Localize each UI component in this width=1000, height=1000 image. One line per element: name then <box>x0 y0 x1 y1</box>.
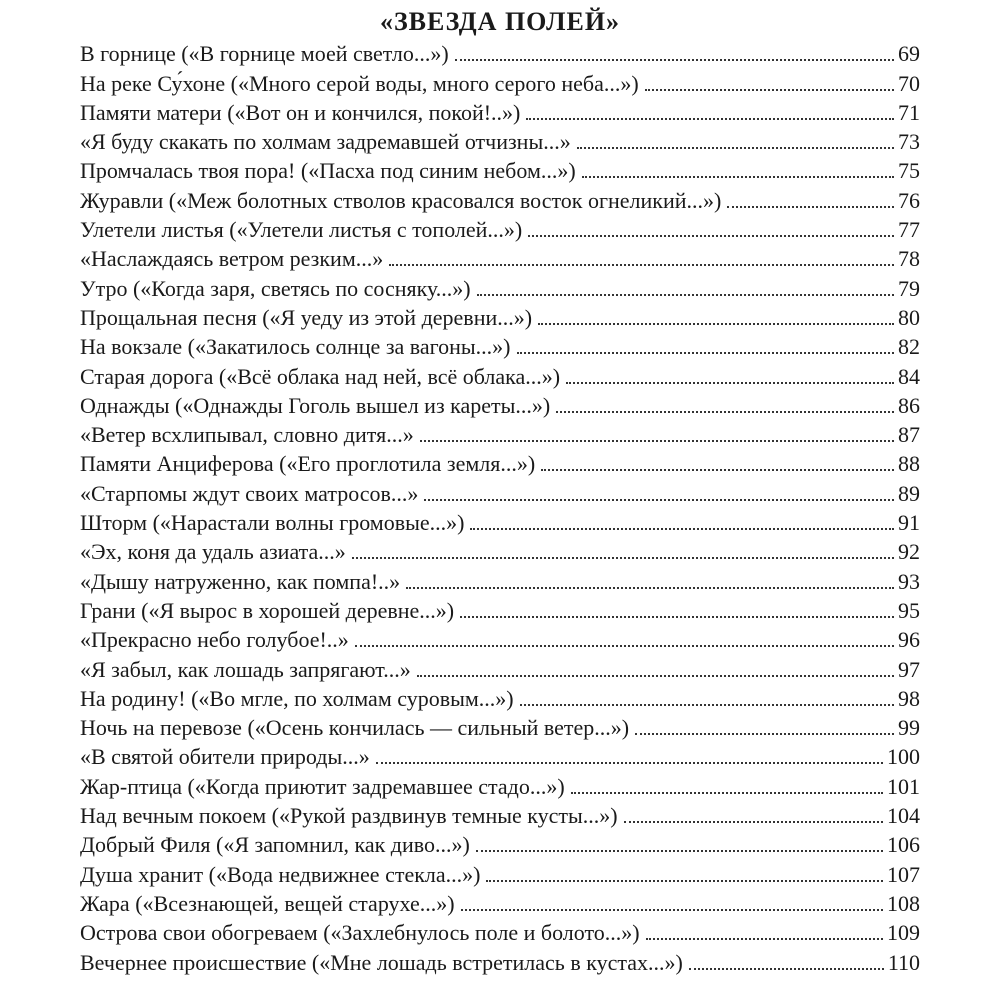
toc-entry-title: Однажды («Однажды Гоголь вышел из кареты...») <box>80 392 551 418</box>
toc-entry-title: «Ветер всхлипывал, словно дитя...» <box>80 422 414 448</box>
toc-dot-leader <box>582 176 894 178</box>
toc-entry-title: «Прекрасно небо голубое!..» <box>80 627 349 653</box>
toc-entry-title: Добрый Филя («Я запомнил, как диво...») <box>80 832 470 858</box>
toc-entry <box>80 565 920 594</box>
toc-dot-leader <box>486 880 883 882</box>
toc-entry-title: Улетели листья («Улетели листья с тополей...») <box>80 217 523 243</box>
toc-dot-leader <box>541 469 894 471</box>
toc-entry <box>80 38 920 67</box>
toc-entry-title: «Наслаждаясь ветром резким...» <box>80 246 384 272</box>
toc-entry-page: 108 <box>887 890 920 916</box>
toc-entry-title: «Эх, коня да удаль азиата...» <box>80 539 346 565</box>
toc-entry-page: 88 <box>898 451 920 477</box>
toc-entry-title: Промчалась твоя пора! («Пасха под синим небом...») <box>80 158 576 184</box>
toc-entry-title: Вечернее происшествие («Мне лошадь встретилась в кустах...») <box>80 949 683 975</box>
toc-entry <box>80 770 920 799</box>
toc-entry-page: 70 <box>898 70 920 96</box>
toc-entry-title: Острова свои обогреваем («Захлебнулось поле и болото...») <box>80 920 640 946</box>
toc-entry <box>80 184 920 213</box>
toc-dot-leader <box>355 645 894 647</box>
toc-entry-page: 77 <box>898 217 920 243</box>
toc-entry <box>80 448 920 477</box>
toc-dot-leader <box>476 850 883 852</box>
toc-entry <box>80 302 920 331</box>
toc-entry-title: Шторм («Нарастали волны громовые...») <box>80 510 465 536</box>
toc-entry-title: «В святой обители природы...» <box>80 744 370 770</box>
toc-entry <box>80 507 920 536</box>
toc-dot-leader <box>566 382 894 384</box>
toc-entry-title: «Я забыл, как лошадь запрягают...» <box>80 656 411 682</box>
toc-entry <box>80 155 920 184</box>
toc-dot-leader <box>727 206 894 208</box>
toc-entry-page: 75 <box>898 158 920 184</box>
toc-entry-title: «Дышу натруженно, как помпа!..» <box>80 568 401 594</box>
toc-entry <box>80 653 920 682</box>
toc-entry <box>80 800 920 829</box>
toc-dot-leader <box>689 968 884 970</box>
toc-entry <box>80 829 920 858</box>
toc-entry <box>80 858 920 887</box>
toc-entry-page: 86 <box>898 392 920 418</box>
toc-entry <box>80 624 920 653</box>
toc-dot-leader <box>517 352 895 354</box>
toc-entry-title: Душа хранит («Вода недвижнее стекла...») <box>80 861 481 887</box>
toc-entry-page: 101 <box>887 773 920 799</box>
toc-dot-leader <box>635 733 894 735</box>
toc-dot-leader <box>646 938 883 940</box>
toc-entry-page: 82 <box>898 334 920 360</box>
toc-dot-leader <box>406 587 894 589</box>
toc-entry-page: 87 <box>898 422 920 448</box>
toc-entry-title: «Я буду скакать по холмам задремавшей отчизны...» <box>80 129 571 155</box>
toc-dot-leader <box>417 675 894 677</box>
toc-entry-page: 91 <box>898 510 920 536</box>
toc-entry-page: 104 <box>887 803 920 829</box>
toc-entry-page: 100 <box>887 744 920 770</box>
toc-dot-leader <box>526 118 894 120</box>
toc-entry <box>80 331 920 360</box>
toc-dot-leader <box>477 294 894 296</box>
toc-entry-page: 109 <box>887 920 920 946</box>
toc-entry-title: Журавли («Меж болотных стволов красовался восток огнеликий...») <box>80 187 722 213</box>
toc-entry <box>80 67 920 96</box>
toc-entry-title: Ночь на перевозе («Осень кончилась — сильный ветер...») <box>80 715 630 741</box>
toc-dot-leader <box>389 264 894 266</box>
toc-entry-page: 110 <box>887 949 920 975</box>
toc-entry <box>80 243 920 272</box>
toc-dot-leader <box>460 616 894 618</box>
toc-entry <box>80 712 920 741</box>
toc-entry-page: 89 <box>898 480 920 506</box>
toc-entry-page: 97 <box>898 656 920 682</box>
toc-entry <box>80 360 920 389</box>
toc-entry <box>80 595 920 624</box>
toc-entry-title: Грани («Я вырос в хорошей деревне...») <box>80 597 455 623</box>
toc-entry-page: 73 <box>898 129 920 155</box>
toc-entry-page: 71 <box>898 99 920 125</box>
toc-entry <box>80 946 920 975</box>
toc-entry-page: 99 <box>898 715 920 741</box>
toc-entry <box>80 917 920 946</box>
toc-dot-leader <box>352 557 894 559</box>
toc-entry-page: 84 <box>898 363 920 389</box>
toc-entry-title: В горнице («В горнице моей светло...») <box>80 41 449 67</box>
toc-dot-leader <box>455 59 894 61</box>
toc-entry-page: 79 <box>898 275 920 301</box>
toc-entry-title: На вокзале («Закатилось солнце за вагоны...») <box>80 334 511 360</box>
toc-entry <box>80 477 920 506</box>
toc-entry-title: «Старпомы ждут своих матросов...» <box>80 480 419 506</box>
toc-entry-page: 76 <box>898 187 920 213</box>
toc-entry <box>80 390 920 419</box>
toc-entry-title: Жара («Всезнающей, вещей старухе...») <box>80 890 455 916</box>
toc-entry-page: 98 <box>898 685 920 711</box>
toc-dot-leader <box>420 440 894 442</box>
toc-entry <box>80 97 920 126</box>
toc-entry-title: Над вечным покоем («Рукой раздвинув темные кусты...») <box>80 803 618 829</box>
toc-entry <box>80 888 920 917</box>
toc-entry <box>80 741 920 770</box>
toc-dot-leader <box>538 323 894 325</box>
toc-entry <box>80 419 920 448</box>
toc-entry-page: 93 <box>898 568 920 594</box>
toc-entry-title: Старая дорога («Всё облака над ней, всё облака...») <box>80 363 561 389</box>
toc-entry <box>80 683 920 712</box>
toc-entry-page: 92 <box>898 539 920 565</box>
toc-entry-page: 95 <box>898 597 920 623</box>
toc-entry <box>80 214 920 243</box>
toc-entry-page: 107 <box>887 861 920 887</box>
toc-dot-leader <box>577 147 894 149</box>
toc-dot-leader <box>624 821 883 823</box>
toc-entry-title: На реке Су́хоне («Много серой воды, много серого неба...») <box>80 70 639 96</box>
table-of-contents <box>80 38 920 976</box>
toc-entry-title: На родину! («Во мгле, по холмам суровым...») <box>80 685 514 711</box>
toc-entry-title: Памяти Анциферова («Его проглотила земля...») <box>80 451 536 477</box>
toc-entry-title: Жар-птица («Когда приютит задремавшее стадо...») <box>80 773 565 799</box>
toc-entry-page: 96 <box>898 627 920 653</box>
toc-dot-leader <box>645 89 894 91</box>
toc-entry-page: 80 <box>898 304 920 330</box>
toc-dot-leader <box>424 499 894 501</box>
toc-entry-page: 78 <box>898 246 920 272</box>
toc-dot-leader <box>571 792 883 794</box>
toc-dot-leader <box>520 704 894 706</box>
toc-entry <box>80 126 920 155</box>
toc-entry-title: Утро («Когда заря, светясь по сосняку...») <box>80 275 471 301</box>
toc-dot-leader <box>528 235 894 237</box>
toc-dot-leader <box>470 528 894 530</box>
toc-entry-page: 69 <box>898 41 920 67</box>
toc-entry-title: Прощальная песня («Я уеду из этой деревни...») <box>80 304 533 330</box>
toc-entry-title: Памяти матери («Вот он и кончился, покой!..») <box>80 99 521 125</box>
toc-dot-leader <box>376 762 883 764</box>
toc-entry <box>80 272 920 301</box>
section-title: «ЗВЕЗДА ПОЛЕЙ» <box>379 7 621 36</box>
toc-dot-leader <box>556 411 894 413</box>
toc-entry <box>80 536 920 565</box>
toc-entry-page: 106 <box>887 832 920 858</box>
toc-dot-leader <box>461 909 883 911</box>
